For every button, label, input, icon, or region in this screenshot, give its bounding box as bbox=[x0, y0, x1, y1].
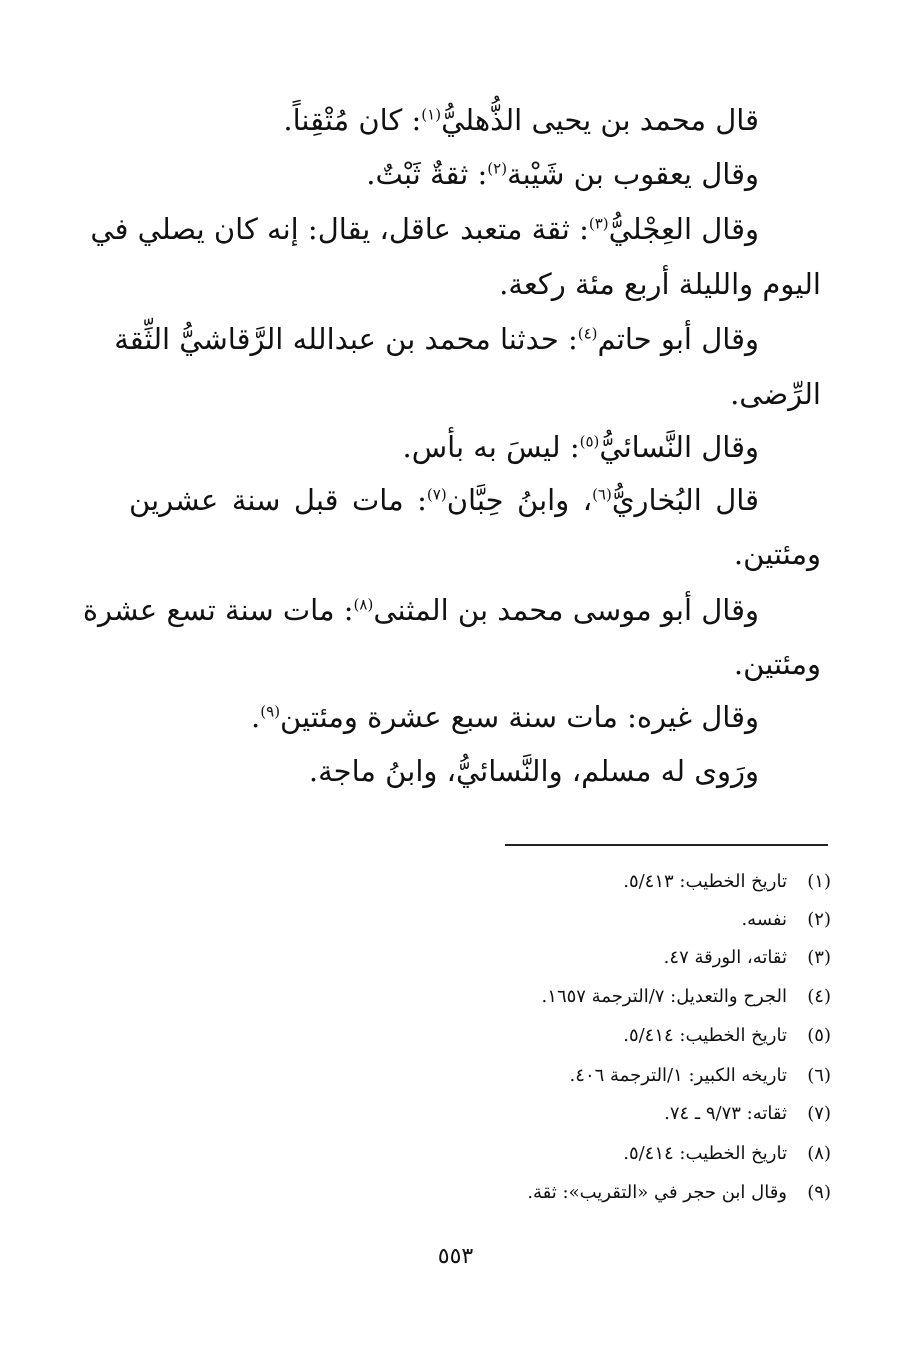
footnote-3: (٣)ثقاته، الورقة ٤٧. bbox=[663, 947, 831, 968]
text-line-8: قال البُخاريُّ$^{(٦)}$، وابنُ حِبَّان$^{(٧)}$: مات قبل سنة عشرين bbox=[129, 483, 760, 517]
footnote-5: (٥)تاريخ الخطيب: ٥/٤١٤. bbox=[623, 1025, 831, 1046]
text-line-6: الرِّضى. bbox=[730, 377, 821, 411]
footnote-8: (٨)تاريخ الخطيب: ٥/٤١٤. bbox=[623, 1143, 831, 1164]
footnote-divider bbox=[505, 844, 828, 846]
text-line-13: ورَوى له مسلم، والنَّسائيُّ، وابنُ ماجة. bbox=[308, 754, 759, 788]
text-line-11: ومئتين. bbox=[733, 647, 821, 681]
text-line-12: وقال غيره: مات سنة سبع عشرة ومئتين$^{(٩)}$. bbox=[251, 700, 759, 734]
text-line-9: ومئتين. bbox=[733, 537, 821, 571]
footnote-7: (٧)ثقاته: ٩/٧٣ ـ ٧٤. bbox=[664, 1103, 831, 1124]
footnote-1: (١)تاريخ الخطيب: ٥/٤١٣. bbox=[623, 871, 831, 892]
footnote-ref-7: (٧) bbox=[426, 485, 447, 504]
text-line-2: وقال يعقوب بن شَيْبة$^{(٢)}$: ثقةٌ ثَبْتٌ. bbox=[366, 157, 759, 191]
footnote-ref-5: (٥) bbox=[579, 432, 600, 451]
footnote-ref-9: (٩) bbox=[260, 702, 281, 721]
text-line-4: اليوم والليلة أربع مئة ركعة. bbox=[499, 267, 821, 301]
footnote-4: (٤)الجرح والتعديل: ٧/الترجمة ١٦٥٧. bbox=[541, 986, 831, 1007]
footnote-ref-1: (١) bbox=[421, 105, 442, 124]
footnote-ref-6: (٦) bbox=[592, 485, 612, 504]
text-line-1: قال محمد بن يحيى الذُّهليُّ$^{(١)}$: كان مُتْقِناً. bbox=[283, 103, 759, 137]
text-line-10: وقال أبو موسى محمد بن المثنى$^{(٨)}$: مات سنة تسع عشرة bbox=[82, 593, 759, 627]
page-number: ٥٥٣ bbox=[437, 1244, 474, 1269]
footnote-ref-8: (٨) bbox=[353, 595, 374, 614]
footnote-2: (٢)نفسه. bbox=[741, 909, 831, 930]
footnote-6: (٦)تاريخه الكبير: ١/الترجمة ٤٠٦. bbox=[569, 1065, 831, 1086]
footnote-ref-2: (٢) bbox=[487, 159, 508, 178]
text-line-7: وقال النَّسائيُّ$^{(٥)}$: ليسَ به بأس. bbox=[402, 430, 759, 464]
text-line-5: وقال أبو حاتم$^{(٤)}$: حدثنا محمد بن عبدالله الرَّقاشيُّ الثِّقة bbox=[114, 322, 759, 356]
footnote-9: (٩)وقال ابن حجر في «التقريب»: ثقة. bbox=[527, 1182, 831, 1203]
text-line-3: وقال العِجْليُّ$^{(٣)}$: ثقة متعبد عاقل، يقال: إنه كان يصلي في bbox=[90, 212, 759, 246]
footnote-ref-3: (٣) bbox=[588, 214, 609, 233]
footnote-ref-4: (٤) bbox=[577, 324, 598, 343]
